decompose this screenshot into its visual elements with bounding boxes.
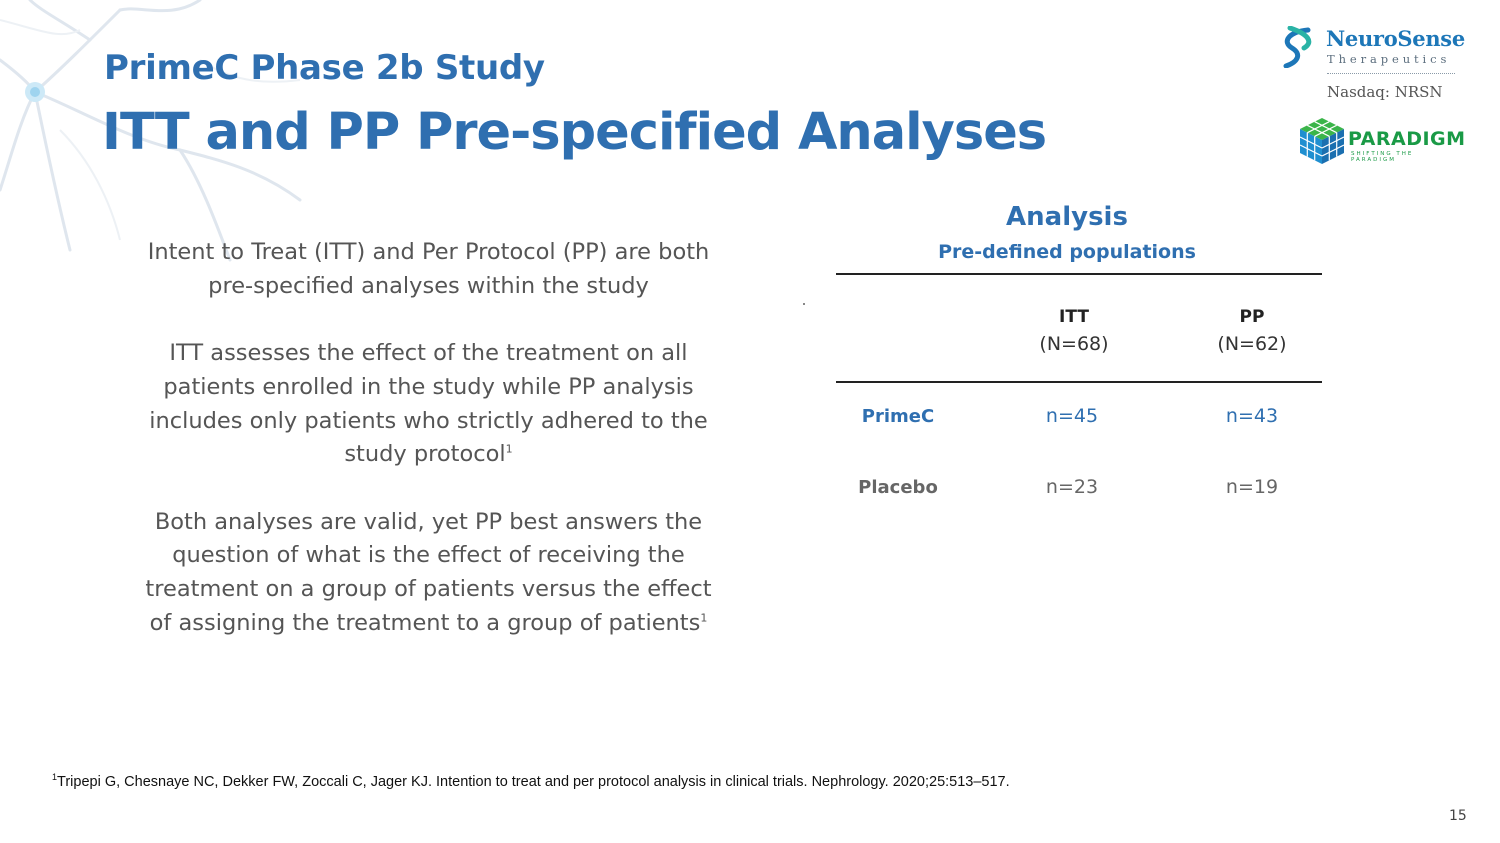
logo-divider [1327,73,1455,74]
column-count: (N=68) [1039,333,1109,355]
column-name: ITT [1059,307,1089,327]
cube-icon [1296,114,1348,166]
row-label-placebo: Placebo [858,477,938,498]
footnote-marker: 1 [52,772,58,782]
body-text [140,236,717,674]
paradigm-logo [1296,114,1466,170]
column-header-itt [1014,307,1134,355]
table-cell: n=45 [1045,405,1099,427]
footnote-ref: 1 [700,611,708,625]
row-label-primec: PrimeC [861,406,935,427]
paradigm-wordmark: PARADIGM [1348,128,1466,150]
table-subtitle: Pre-defined populations [938,241,1196,263]
paragraph-2: ITT assesses the effect of the treatment on all patients enrolled in the study while PP analysis includes only patients who strictly adhered to the study protocol$^1$ [149,340,708,468]
ticker-label: Nasdaq: NRSN [1327,83,1443,101]
footnote [52,772,1010,790]
neurosense-wordmark: NeuroSense [1326,26,1465,51]
paragraph-1: Intent to Treat (ITT) and Per Protocol (PP) are both pre-specified analyses within the study [147,239,710,299]
neurosense-tagline: Therapeutics [1327,52,1451,66]
table-cell: n=19 [1225,476,1279,498]
slide-title: ITT and PP Pre-specified Analyses [102,103,1047,162]
table-cell: n=43 [1225,405,1279,427]
page-number: 15 [1449,808,1467,824]
column-header-pp [1192,307,1312,355]
table-title: Analysis [1006,202,1128,232]
slide-subtitle: PrimeC Phase 2b Study [104,48,545,88]
table-cell: n=23 [1045,476,1099,498]
table-header-rule [836,381,1322,383]
paradigm-tagline: SHIFTING THE PARADIGM [1351,151,1414,163]
table-top-rule [836,273,1322,275]
footnote-ref: 1 [505,442,513,456]
column-count: (N=62) [1217,333,1287,355]
footnote-text: Tripepi G, Chesnaye NC, Dekker FW, Zoccali C, Jager KJ. Intention to treat and per protocol analysis in clinical trials. Nephrology. 2020;25:513–517. [57,773,1010,790]
column-name: PP [1239,307,1265,327]
neurosense-mark-icon [1278,26,1320,68]
stray-dot [803,303,805,305]
neurosense-logo [1278,24,1465,104]
paragraph-3: Both analyses are valid, yet PP best answers the question of what is the effect of receiving the treatment on a group of patients versus the effect of assigning the treatment to a group of patients$^1$ [145,508,712,636]
